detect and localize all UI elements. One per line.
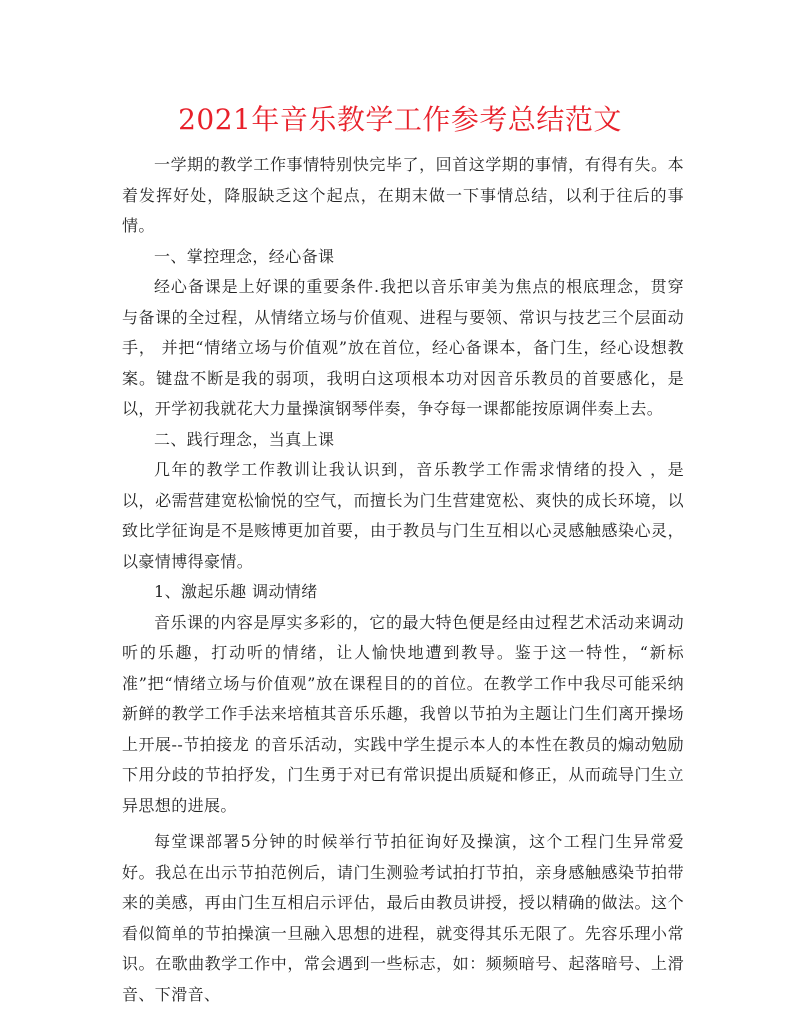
rhythm-practice-paragraph: 每堂课部署5分钟的时候举行节拍征询好及操演，这个工程门生异常爱好。我总在出示节拍范例后，请门生测验考试拍打节拍，亲身感触感染节拍带来的美感，再由门生互相启示评估，最后由教员讲授，授以精确的做法。这个看似简单的节拍操演一旦融入思想的进程，就变得其乐无限了。先容乐理小常识。在歌曲教学工作中，常会遇到一些标志，如：频频暗号、起落暗号、上滑音、下滑音、: [122, 832, 684, 1004]
document-title: 2021年音乐教学工作参考总结范文: [178, 103, 622, 136]
intro-paragraph: 一学期的教学工作事情特别快完毕了，回首这学期的事情，有得有失。本着发挥好处，降服缺乏这个起点，在期末做一下事情总结，以利于往后的事情。: [122, 155, 684, 235]
section-heading-2: 二、践行理念，当真上课: [154, 429, 335, 449]
section-2-paragraph: 几年的教学工作教训让我认识到，音乐教学工作需求情绪的投入 ，是以，必需营建宽松愉悦的空气，而擅长为门生营建宽松、爽快的成长环境，以致比学征询是不是赅博更加首要，由于教员与门生互相以心灵感触感染心灵，以豪情博得豪情。: [122, 460, 684, 571]
section-heading-1: 一、掌控理念，经心备课: [154, 246, 335, 266]
subsection-heading-1: 1、激起乐趣 调动情绪: [154, 582, 318, 601]
document-body: [122, 150, 684, 1010]
subsection-1-paragraph: 音乐课的内容是厚实多彩的，它的最大特色便是经由过程艺术活动来调动听的乐趣，打动听的情绪，让人愉快地遭到教导。鉴于这一特性，“新标准”把“情绪立场与价值观”放在课程目的的首位。在教学工作中我尽可能采纳新鲜的教学工作手法来培植其音乐乐趣，我曾以节拍为主题让门生们离开操场上开展--节拍接龙 的音乐活动，实践中学生提示本人的本性在教员的煽动勉励下用分歧的节拍抒发，门生勇于对已有常识提出质疑和修正，从而疏导门生立异思想的进展。: [122, 612, 684, 815]
section-1-paragraph: 经心备课是上好课的重要条件.我把以音乐审美为焦点的根底理念，贯穿与备课的全过程，从情绪立场与价值观、进程与要领、常识与技艺三个层面动手， 并把“情绪立场与价值观”放在首位，经心备课本，备门生，经心设想教案。键盘不断是我的弱项，我明白这项根本功对因音乐教员的首要感化，是以，开学初我就花大力量操演钢琴伴奏，争夺每一课都能按原调伴奏上去。: [122, 277, 684, 418]
